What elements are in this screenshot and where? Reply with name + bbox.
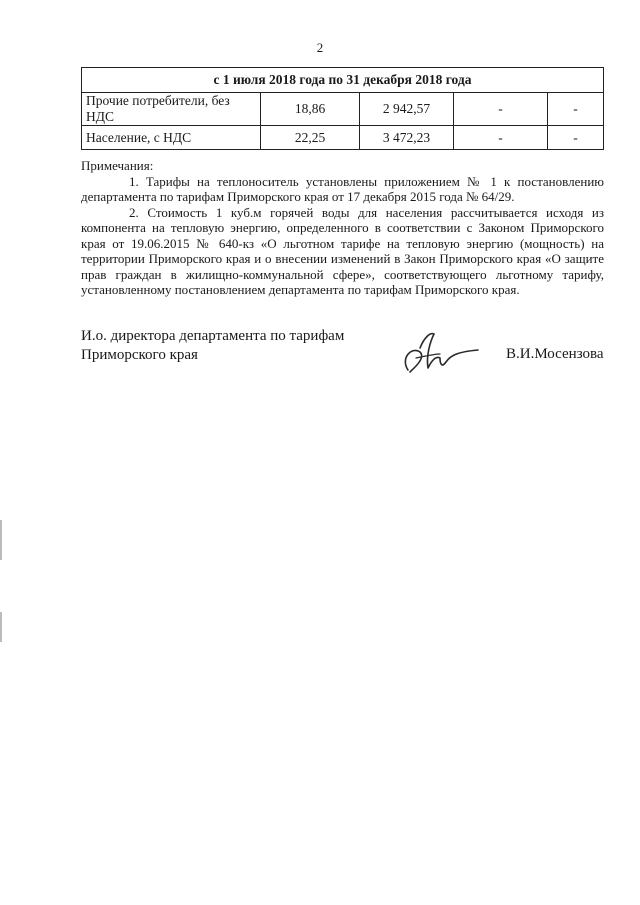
note-item-2: 2. Стоимость 1 куб.м горячей воды для населения рассчитывается исходя из компонента на тепловую энергию, определенного в соответствии с Законом Приморского края от 19.06.2015 № 640-кз «О льготном тарифе на тепловую энергию (мощность) на территории Приморского края и о внесении изменений в Закон Приморского края «О защите прав граждан в жилищно-коммунальной сфере», соответствующего льготному тарифу, установленному постановлением департамента по тарифам Приморского края. (81, 204, 604, 297)
row-value-3: - (454, 126, 548, 150)
row-value-2: 3 472,23 (360, 126, 454, 150)
row-label: Население, с НДС (82, 126, 261, 150)
handwritten-signature (390, 328, 490, 378)
note-item-1: 1. Тарифы на теплоноситель установлены приложением № 1 к постановлению департамента по тарифам Приморского края от 17 декабря 2015 года № 64/29. (81, 173, 604, 204)
row-value-2: 2 942,57 (360, 93, 454, 126)
table-row (82, 126, 604, 150)
row-value-4: - (548, 126, 604, 150)
table-row (82, 93, 604, 126)
row-label: Прочие потребители, без НДС (82, 93, 261, 126)
signatory-title-line-1: И.о. директора департамента по тарифам (81, 328, 345, 344)
period-header-row (82, 68, 604, 93)
page-number: 2 (316, 40, 324, 55)
tariff-table (81, 67, 604, 150)
signatory-title-line-2: Приморского края (81, 347, 198, 363)
scan-edge-mark (0, 612, 2, 642)
period-header: с 1 июля 2018 года по 31 декабря 2018 года (82, 68, 604, 93)
row-value-3: - (454, 93, 548, 126)
scan-edge-mark (0, 520, 2, 560)
notes-heading: Примечания: (81, 158, 154, 173)
row-value-4: - (548, 93, 604, 126)
signatory-title (81, 327, 344, 365)
row-value-1: 22,25 (261, 126, 360, 150)
row-value-1: 18,86 (261, 93, 360, 126)
signatory-name: В.И.Мосензова (506, 346, 604, 362)
notes-section (81, 158, 604, 298)
